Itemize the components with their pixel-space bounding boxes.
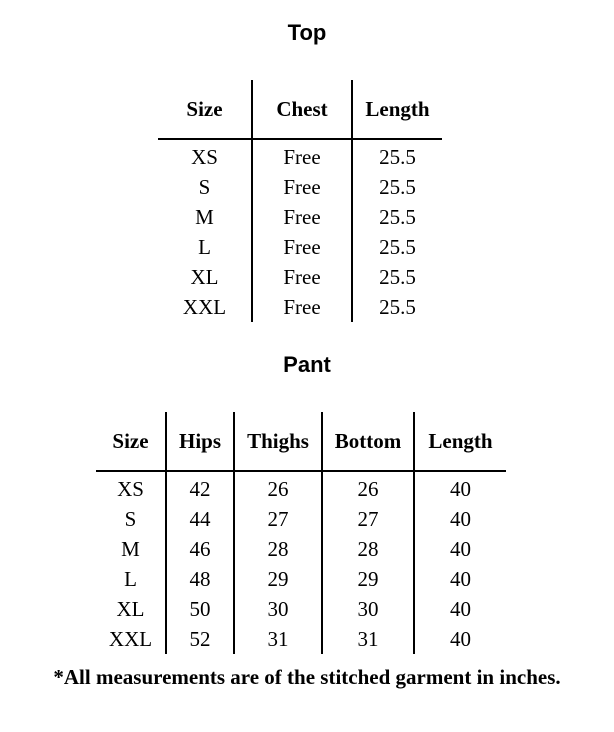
pant-cell-size: M (96, 534, 166, 564)
table-row (158, 262, 442, 292)
pant-cell-length: 40 (450, 477, 471, 501)
top-table-body (158, 139, 442, 322)
top-header-length: Length (352, 80, 442, 139)
top-cell-length: 25.5 (379, 295, 416, 319)
top-cell-length: 25.5 (379, 175, 416, 199)
pant-cell-thighs: 26 (234, 471, 322, 504)
pant-header-row (96, 412, 506, 471)
pant-cell-thighs: 29 (234, 564, 322, 594)
pant-table-title: Pant (283, 352, 331, 377)
top-cell-size: L (158, 232, 252, 262)
pant-cell-bottom: 30 (322, 594, 414, 624)
top-cell-size: XS (158, 139, 252, 172)
top-cell-chest: Free (252, 172, 352, 202)
pant-cell-thighs: 31 (234, 624, 322, 654)
pant-cell-hips: 50 (166, 594, 234, 624)
pant-cell-hips: 48 (166, 564, 234, 594)
pant-cell-size: XXL (96, 624, 166, 654)
pant-cell-thighs: 28 (234, 534, 322, 564)
table-row (158, 292, 442, 322)
top-cell-length: 25.5 (379, 205, 416, 229)
pant-cell-bottom: 27 (322, 504, 414, 534)
pant-cell-size: XL (96, 594, 166, 624)
pant-cell-bottom: 28 (322, 534, 414, 564)
top-cell-length: 25.5 (379, 265, 416, 289)
pant-header-size: Size (96, 412, 166, 471)
table-row (158, 232, 442, 262)
table-row (96, 534, 506, 564)
table-row (158, 139, 442, 172)
top-header-chest: Chest (252, 80, 352, 139)
pant-size-table (96, 412, 506, 654)
pant-cell-size: L (96, 564, 166, 594)
table-row (158, 202, 442, 232)
pant-cell-length: 40 (450, 537, 471, 561)
pant-cell-length: 40 (450, 627, 471, 651)
pant-cell-hips: 44 (166, 504, 234, 534)
pant-cell-bottom: 29 (322, 564, 414, 594)
pant-cell-size: XS (96, 471, 166, 504)
pant-cell-bottom: 31 (322, 624, 414, 654)
table-row (96, 504, 506, 534)
top-cell-chest: Free (252, 292, 352, 322)
pant-cell-hips: 46 (166, 534, 234, 564)
pant-header-bottom: Bottom (322, 412, 414, 471)
pant-header-thighs: Thighs (234, 412, 322, 471)
top-cell-chest: Free (252, 202, 352, 232)
pant-header-hips: Hips (166, 412, 234, 471)
table-row (96, 624, 506, 654)
table-row (96, 564, 506, 594)
top-header-row (158, 80, 442, 139)
measurement-note: *All measurements are of the stitched garment in inches. (53, 665, 561, 689)
pant-cell-length: 40 (450, 507, 471, 531)
pant-cell-hips: 42 (166, 471, 234, 504)
top-cell-chest: Free (252, 262, 352, 292)
top-cell-length: 25.5 (379, 235, 416, 259)
pant-cell-length: 40 (450, 597, 471, 621)
top-header-size: Size (158, 80, 252, 139)
pant-cell-size: S (96, 504, 166, 534)
top-table-title: Top (287, 20, 327, 45)
top-cell-chest: Free (252, 139, 352, 172)
table-row (96, 471, 506, 504)
table-row (96, 594, 506, 624)
top-cell-size: XXL (158, 292, 252, 322)
top-cell-size: S (158, 172, 252, 202)
pant-cell-thighs: 27 (234, 504, 322, 534)
pant-table-body (96, 471, 506, 654)
pant-cell-bottom: 26 (322, 471, 414, 504)
top-cell-length: 25.5 (379, 145, 416, 169)
pant-header-length: Length (414, 412, 506, 471)
pant-cell-length: 40 (450, 567, 471, 591)
top-size-table (158, 80, 442, 322)
top-cell-chest: Free (252, 232, 352, 262)
top-cell-size: XL (158, 262, 252, 292)
table-row (158, 172, 442, 202)
pant-cell-thighs: 30 (234, 594, 322, 624)
pant-cell-hips: 52 (166, 624, 234, 654)
top-cell-size: M (158, 202, 252, 232)
